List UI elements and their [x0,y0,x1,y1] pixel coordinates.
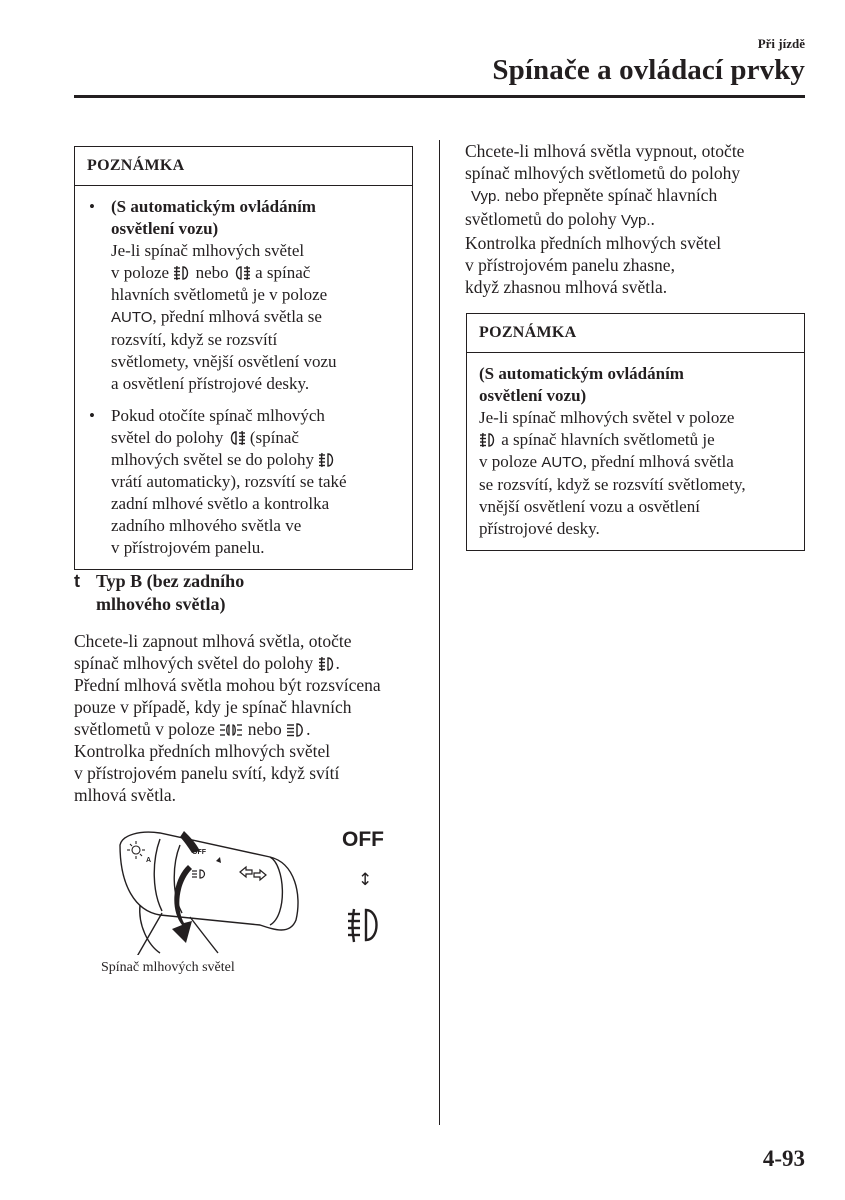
column-divider [439,140,440,1125]
subheading-marker: t [74,571,80,591]
front-fog-light-icon [479,432,497,448]
page-number: 4-93 [762,1146,805,1171]
body-paragraph-right [465,140,810,298]
text-line: Je-li spínač mlhových světel [111,241,305,260]
text-line: v poloze AUTO, přední mlhová světla [479,452,734,471]
section-label: Při jízdě [757,36,805,51]
stalk-auto-label: A [146,857,152,864]
note-title: osvětlení vozu) [479,386,587,405]
bullet-dot: • [89,406,95,425]
front-fog-light-icon [318,656,336,672]
text-line: Přední mlhová světla mohou být rozsvícena [74,675,381,695]
text-line: když zhasnou mlhová světla. [465,277,668,297]
text-line: světel do polohy (spínač [111,428,299,447]
text-line: mlhových světel se do polohy [111,449,400,471]
body-paragraph-left [74,630,419,806]
note-body [467,353,804,550]
illustration-caption: Spínač mlhových světel [101,960,235,975]
vyp-label: Vyp. [621,212,651,229]
note-bullet-2 [87,405,400,559]
note-box-left [74,146,413,570]
subheading: t Typ B (bez zadního mlhového světla) [74,571,245,614]
headlight-icon [286,722,306,738]
text-line: světlomety, vnější osvětlení vozu [111,352,337,371]
text-line: rozsvítí, když se rozsvítí [111,330,278,349]
front-fog-light-icon-large [346,905,382,950]
front-fog-light-icon [173,265,191,281]
text-line: v přístrojovém panelu svítí, když svítí [74,763,340,783]
vyp-label: Vyp. [471,188,501,205]
text-line: a osvětlení přístrojové desky. [111,374,310,393]
text-line: spínač mlhových světlometů do polohy [465,163,741,183]
note-box-right [466,313,805,551]
text-line: v poloze nebo a spínač [111,263,311,282]
note-bullet-title: (S automatickým ovládáním [111,197,316,216]
text-line: v přístrojovém panelu. [111,538,265,557]
text-line: se rozsvítí, když se rozsvítí světlomety, [479,475,746,494]
bullet-dot: • [89,197,95,216]
text-line: zadního mlhového světla ve [111,516,302,535]
text-line: Chcete-li zapnout mlhová světla, otočte [74,631,352,651]
rear-fog-light-icon [228,430,246,446]
text-line: mlhová světla. [74,785,177,805]
rear-fog-light-icon [233,265,251,281]
off-label: OFF [342,828,384,851]
note-heading: POZNÁMKA [467,314,804,353]
stalk-off-label: OFF [192,849,206,856]
text-line: přístrojové desky. [479,519,600,538]
text-line: světlometů do polohy Vyp.. [465,209,655,229]
text-line: hlavních světlometů je v poloze [111,285,328,304]
text-line: AUTO, přední mlhová světla se [111,307,322,326]
text-line: Kontrolka předních mlhových světel [465,233,722,253]
parking-light-icon [219,722,243,738]
front-fog-light-icon [318,452,336,468]
note-heading: POZNÁMKA [75,147,412,186]
text-line: spínač mlhových světel do polohy . [74,653,340,673]
auto-label: AUTO [111,309,153,326]
text-line: v přístrojovém panelu zhasne, [465,255,675,275]
text-line: světlometů v poloze nebo . [74,719,311,739]
note-body [75,186,412,569]
text-line: pouze v případě, kdy je spínač hlavních [74,697,352,717]
text-line: Pokud otočíte spínač mlhových [111,406,325,425]
auto-label: AUTO [541,454,583,471]
text-line: Vyp. nebo přepněte spínač hlavních [465,184,810,208]
note-bullet-1 [87,196,400,395]
text-line: a spínač hlavních světlometů je [479,429,792,451]
text-line: Kontrolka předních mlhových světel [74,741,331,761]
text-line: zadní mlhové světlo a kontrolka [111,494,330,513]
text-line: Chcete-li mlhová světla vypnout, otočte [465,141,745,161]
note-title: (S automatickým ovládáním [479,364,684,383]
text-line: Je-li spínač mlhových světel v poloze [479,408,735,427]
text-line: vnější osvětlení vozu a osvětlení [479,497,700,516]
title-rule [74,95,805,98]
page-title: Spínače a ovládací prvky [492,54,805,86]
text-line: vrátí automaticky), rozsvítí se také [111,472,347,491]
double-arrow-icon: ↕ [358,870,373,890]
note-bullet-title: osvětlení vozu) [111,219,219,238]
